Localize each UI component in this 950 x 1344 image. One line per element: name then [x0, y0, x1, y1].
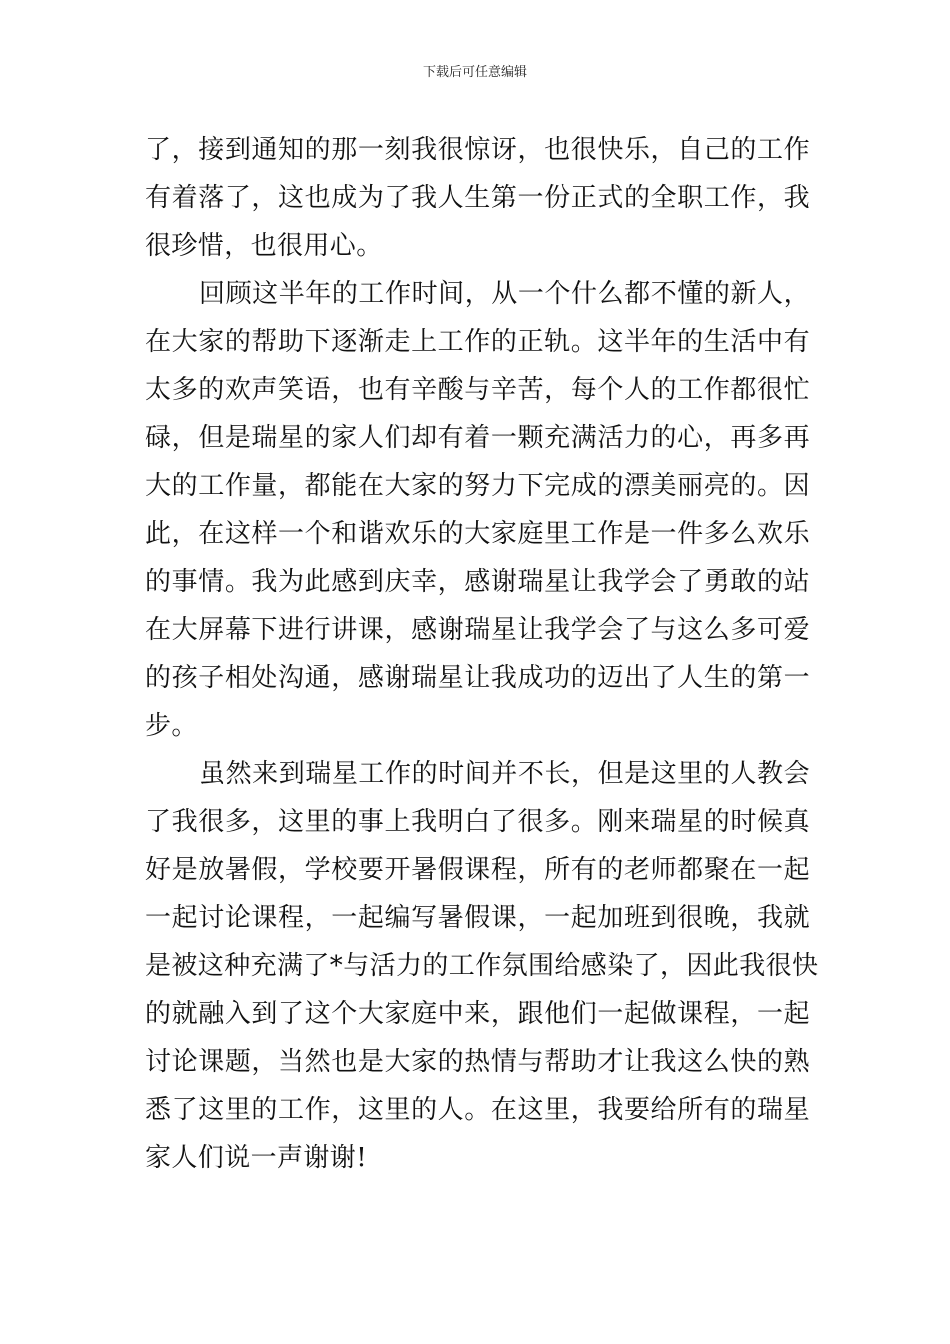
- text-line: 了我很多，这里的事上我明白了很多。刚来瑞星的时候真: [145, 807, 810, 837]
- paragraph-2: [145, 270, 810, 750]
- text-line: 悉了这里的工作，这里的人。在这里，我要给所有的瑞星: [145, 1095, 810, 1125]
- document-body: [145, 126, 819, 1182]
- text-line: 太多的欢声笑语，也有辛酸与辛苦，每个人的工作都很忙: [145, 375, 810, 405]
- text-line: 大的工作量，都能在大家的努力下完成的漂美丽亮的。因: [145, 471, 810, 501]
- text-line: 是被这种充满了*与活力的工作氛围给感染了，因此我很快: [145, 951, 819, 981]
- text-line: 在大屏幕下进行讲课，感谢瑞星让我学会了与这么多可爱: [145, 615, 810, 645]
- text-line: 碌，但是瑞星的家人们却有着一颗充满活力的心，再多再: [145, 423, 810, 453]
- text-line: 在大家的帮助下逐渐走上工作的正轨。这半年的生活中有: [145, 327, 810, 357]
- text-line: 有着落了，这也成为了我人生第一份正式的全职工作，我: [145, 183, 810, 213]
- text-line: 虽然来到瑞星工作的时间并不长，但是这里的人教会: [199, 759, 810, 789]
- text-line: 的事情。我为此感到庆幸，感谢瑞星让我学会了勇敢的站: [145, 567, 810, 597]
- text-line: 回顾这半年的工作时间，从一个什么都不懂的新人，: [199, 279, 810, 309]
- text-line: 一起讨论课程，一起编写暑假课，一起加班到很晚，我就: [145, 903, 810, 933]
- paragraph-1: [145, 126, 810, 270]
- text-line: 步。: [145, 711, 198, 741]
- text-line: 好是放暑假，学校要开暑假课程，所有的老师都聚在一起: [145, 855, 810, 885]
- text-line: 家人们说一声谢谢!: [145, 1143, 368, 1173]
- text-line: 的就融入到了这个大家庭中来，跟他们一起做课程，一起: [145, 999, 810, 1029]
- text-line: 很珍惜，也很用心。: [145, 231, 383, 261]
- paragraph-3: [145, 750, 819, 1182]
- page-header: 下载后可任意编辑: [422, 65, 527, 80]
- text-line: 此，在这样一个和谐欢乐的大家庭里工作是一件多么欢乐: [145, 519, 810, 549]
- text-line: 的孩子相处沟通，感谢瑞星让我成功的迈出了人生的第一: [145, 663, 810, 693]
- text-line: 讨论课题，当然也是大家的热情与帮助才让我这么快的熟: [145, 1047, 810, 1077]
- text-line: 了，接到通知的那一刻我很惊讶，也很快乐，自己的工作: [145, 135, 810, 165]
